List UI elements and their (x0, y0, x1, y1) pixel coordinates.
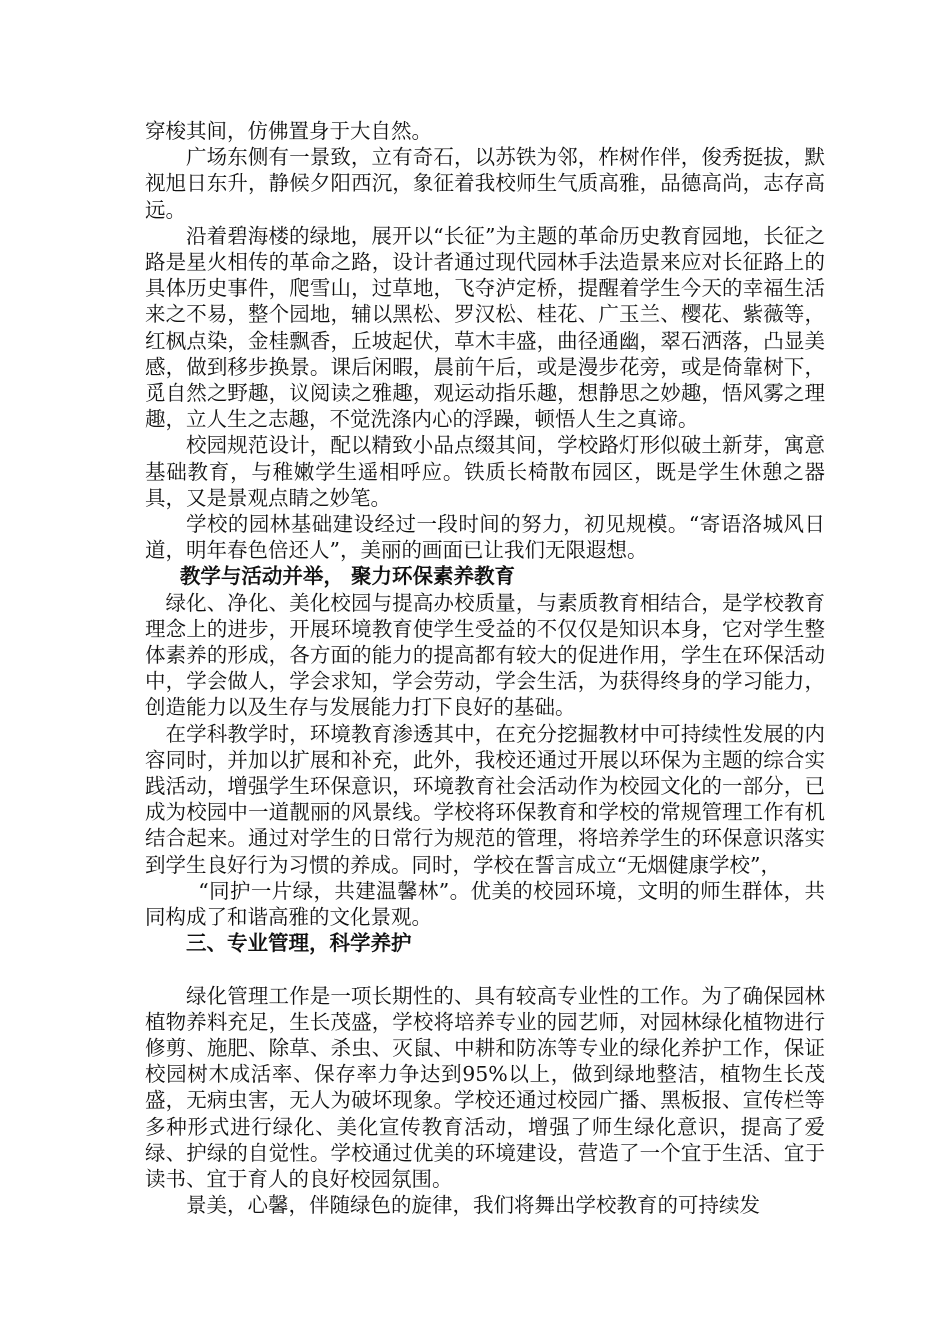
paragraph-garden-progress: 学校的园林基础建设经过一段时间的努力，初见规模。“寄语洛城风日道，明年春色倍还人”，美丽的画面已让我们无限遐想。 (145, 512, 825, 563)
document-page (145, 118, 825, 1218)
paragraph-slogan: “同护一片绿，共建温馨林”。优美的校园环境，文明的师生群体，共同构成了和谐高雅的文化景观。 (145, 878, 825, 930)
paragraph-square-east: 广场东侧有一景致，立有奇石，以苏铁为邻，柞树作伴，俊秀挺拔，默视旭日东升，静候夕阳西沉，象征着我校师生气质高雅，品德高尚，志存高远。 (145, 145, 825, 222)
paragraph-subject-teaching: 在学科教学时，环境教育渗透其中，在充分挖掘教材中可持续性发展的内容同时，并加以扩展和补充，此外，我校还通过开展以环保为主题的综合实践活动，增强学生环保意识，环境教育社会活动作为校园文化的一部分，已成为校园中一道靓丽的风景线。学校将环保教育和学校的常规管理工作有机结合起来。通过对学生的日常行为规范的管理，将培养学生的环保意识落实到学生良好行为习惯的养成。同时，学校在誓言成立“无烟健康学校”， (145, 721, 825, 877)
paragraph-green-campus: 绿化、净化、美化校园与提高办校质量，与素质教育相结合，是学校教育理念上的进步，开展环境教育使学生受益的不仅仅是知识本身，它对学生整体素养的形成，各方面的能力的提高都有较大的促进作用，学生在环保活动中，学会做人，学会求知，学会劳动，学会生活，为获得终身的学习能力，创造能力以及生存与发展能力打下良好的基础。 (145, 590, 825, 720)
paragraph-closing: 景美，心馨，伴随绿色的旋律，我们将舞出学校教育的可持续发 (186, 1193, 760, 1218)
heading-teaching-activities: 教学与活动并举， 聚力环保素养教育 (179, 564, 515, 589)
paragraph-greening-management: 绿化管理工作是一项长期性的、具有较高专业性的工作。为了确保园林植物养料充足，生长茂盛，学校将培养专业的园艺师，对园林绿化植物进行修剪、施肥、除草、杀虫、灭鼠、中耕和防冻等专业的绿化养护工作，保证校园树木成活率、保存率力争达到95%以上，做到绿地整洁，植物生长茂盛，无病虫害，无人为破坏现象。学校还通过校园广播、黑板报、宣传栏等多种形式进行绿化、美化宣传教育活动，增强了师生绿化意识，提高了爱绿、护绿的自觉性。学校通过优美的环境建设，营造了一个宜于生活、宜于读书、宜于育人的良好校园氛围。 (145, 983, 825, 1191)
paragraph-campus-design: 校园规范设计，配以精致小品点缀其间，学校路灯形似破土新芽，寓意基础教育，与稚嫩学生遥相呼应。铁质长椅散布园区，既是学生休憩之器具，又是景观点睛之妙笔。 (145, 433, 825, 510)
paragraph-continuation: 穿梭其间，仿佛置身于大自然。 (145, 119, 432, 143)
heading-section-three: 三、专业管理，科学养护 (186, 931, 412, 956)
paragraph-long-march-garden: 沿着碧海楼的绿地，展开以“长征”为主题的革命历史教育园地，长征之路是星火相传的革命之路，设计者通过现代园林手法造景来应对长征路上的具体历史事件，爬雪山，过草地，飞夺泸定桥，提醒着学生今天的幸福生活来之不易，整个园地，辅以黑松、罗汉松、桂花、广玉兰、樱花、紫薇等，红枫点染，金桂飘香，丘坡起伏，草木丰盛，曲径通幽，翠石洒落，凸显美感，做到移步换景。课后闲暇，晨前午后，或是漫步花旁，或是倚靠树下，觅自然之野趣，议阅读之雅趣，观运动指乐趣，想静思之妙趣，悟风雾之理趣，立人生之志趣，不觉洗涤内心的浮躁，顿悟人生之真谛。 (145, 223, 825, 432)
